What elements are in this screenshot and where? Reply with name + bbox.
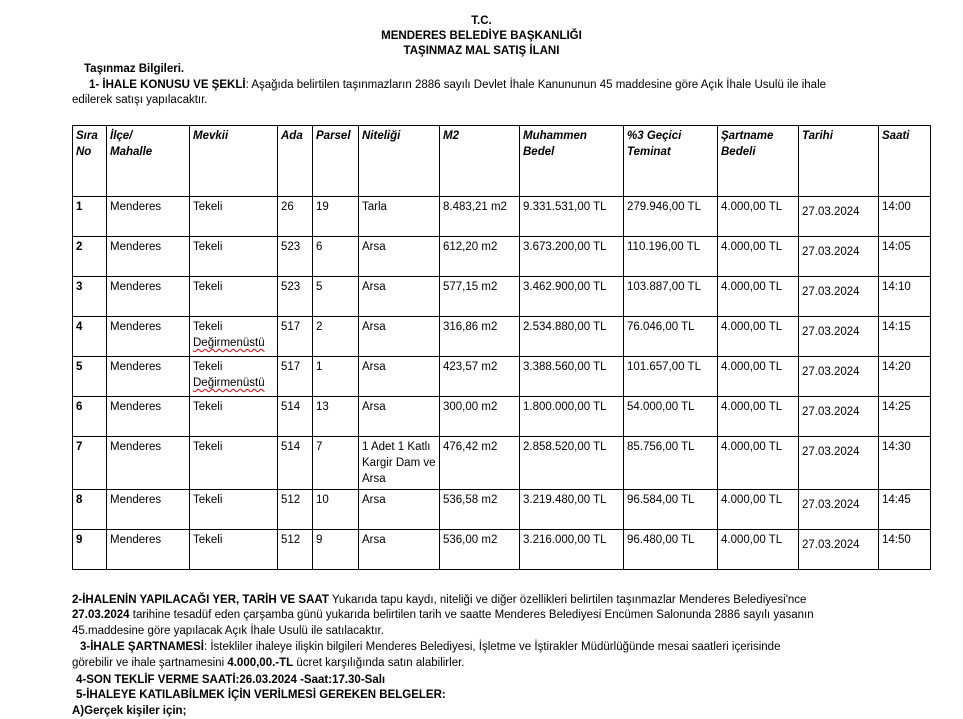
cell-ada: 523 <box>278 237 313 277</box>
cell-mevki: Tekeli <box>190 277 278 317</box>
cell-m2: 8.483,21 m2 <box>440 197 520 237</box>
cell-ilce: Menderes <box>107 317 190 357</box>
property-table <box>72 125 931 570</box>
cell-ada: 517 <box>278 357 313 397</box>
section-5a-title: A)Gerçek kişiler için; <box>72 705 187 717</box>
cell-sartname: 4.000,00 TL <box>718 490 799 530</box>
section-3-amount: 4.000,00.-TL <box>227 657 294 669</box>
section-3-label: 3-İHALE ŞARTNAMESİ <box>80 641 204 653</box>
cell-saat: 14:50 <box>879 530 931 570</box>
cell-saat: 14:00 <box>879 197 931 237</box>
cell-nitelik: Arsa <box>359 357 440 397</box>
col-header-saat: Saati <box>879 126 931 197</box>
cell-nitelik: 1 Adet 1 Katlı Kargir Dam ve Arsa <box>359 437 440 490</box>
cell-parsel: 13 <box>313 397 359 437</box>
cell-sartname: 4.000,00 TL <box>718 437 799 490</box>
cell-mevki: Tekeli <box>190 437 278 490</box>
cell-sartname: 4.000,00 TL <box>718 317 799 357</box>
cell-ilce: Menderes <box>107 277 190 317</box>
cell-no: 3 <box>73 277 107 317</box>
cell-teminat: 96.584,00 TL <box>624 490 718 530</box>
cell-parsel: 19 <box>313 197 359 237</box>
cell-saat: 14:15 <box>879 317 931 357</box>
cell-m2: 536,00 m2 <box>440 530 520 570</box>
cell-bedel: 1.800.000,00 TL <box>520 397 624 437</box>
table-row <box>73 317 931 357</box>
cell-saat: 14:45 <box>879 490 931 530</box>
cell-nitelik: Arsa <box>359 490 440 530</box>
table-row <box>73 237 931 277</box>
cell-saat: 14:20 <box>879 357 931 397</box>
cell-parsel: 7 <box>313 437 359 490</box>
section-2-line-3: 45.maddesine göre yapılacak Açık İhale Usulü ile satılacaktır. <box>72 625 384 637</box>
cell-sartname: 4.000,00 TL <box>718 237 799 277</box>
cell-ilce: Menderes <box>107 397 190 437</box>
cell-no: 1 <box>73 197 107 237</box>
cell-saat: 14:05 <box>879 237 931 277</box>
cell-m2: 476,42 m2 <box>440 437 520 490</box>
cell-sartname: 4.000,00 TL <box>718 277 799 317</box>
col-header-m2: M2 <box>440 126 520 197</box>
cell-no: 2 <box>73 237 107 277</box>
cell-m2: 577,15 m2 <box>440 277 520 317</box>
cell-parsel: 2 <box>313 317 359 357</box>
section-1-text: : Aşağıda belirtilen taşınmazların 2886 sayılı Devlet İhale Kanununun 45 maddesine göre Açık İhale Usulü ile ihale <box>245 79 827 91</box>
table-row <box>73 530 931 570</box>
section-4-deadline: 4-SON TEKLİF VERME SAATİ:26.03.2024 -Saat:17.30-Salı <box>76 674 386 686</box>
cell-sartname: 4.000,00 TL <box>718 397 799 437</box>
cell-ada: 523 <box>278 277 313 317</box>
header-municipality: MENDERES BELEDİYE BAŞKANLIĞI <box>381 30 582 42</box>
cell-bedel: 3.388.560,00 TL <box>520 357 624 397</box>
section-3-text: : İstekliler ihaleye ilişkin bilgileri Menderes Belediyesi, İşletme ve İştirakler Müdürlüğünde mesai saatleri içerisinde <box>203 641 781 653</box>
cell-m2: 612,20 m2 <box>440 237 520 277</box>
cell-bedel: 2.858.520,00 TL <box>520 437 624 490</box>
cell-ada: 512 <box>278 490 313 530</box>
cell-m2: 300,00 m2 <box>440 397 520 437</box>
section-2-text-2: tarihine tesadüf eden çarşamba günü yukarıda belirtilen tarih ve saatte Menderes Belediyesi Encümen Salonunda 2886 sayılı yasanın <box>129 609 814 621</box>
cell-mevki: Tekeli <box>190 197 278 237</box>
cell-ilce: Menderes <box>107 197 190 237</box>
cell-sartname: 4.000,00 TL <box>718 357 799 397</box>
table-row <box>73 197 931 237</box>
cell-no: 6 <box>73 397 107 437</box>
section-2-label: 2-İHALENİN YAPILACAĞI YER, TARİH VE SAAT <box>72 594 329 606</box>
cell-teminat: 103.887,00 TL <box>624 277 718 317</box>
cell-teminat: 279.946,00 TL <box>624 197 718 237</box>
col-header-sartname: Şartname Bedeli <box>718 126 799 197</box>
section-1-label: 1- İHALE KONUSU VE ŞEKLİ <box>89 79 246 91</box>
cell-parsel: 9 <box>313 530 359 570</box>
cell-nitelik: Arsa <box>359 317 440 357</box>
cell-m2: 316,86 m2 <box>440 317 520 357</box>
section-5-title: 5-İHALEYE KATILABİLMEK İÇİN VERİLMESİ GEREKEN BELGELER: <box>76 689 446 701</box>
cell-ada: 26 <box>278 197 313 237</box>
col-header-muhammen: Muhammen Bedel <box>520 126 624 197</box>
cell-mevki: Tekeli <box>190 490 278 530</box>
section-1-line-1 <box>89 78 826 93</box>
cell-ilce: Menderes <box>107 490 190 530</box>
section-2-line-1 <box>72 593 806 608</box>
cell-teminat: 110.196,00 TL <box>624 237 718 277</box>
cell-mevki: Tekeli <box>190 237 278 277</box>
cell-saat: 14:25 <box>879 397 931 437</box>
table-row <box>73 397 931 437</box>
cell-tarih: 27.03.2024 <box>799 357 879 397</box>
cell-ada: 514 <box>278 397 313 437</box>
cell-tarih: 27.03.2024 <box>799 197 879 237</box>
cell-tarih: 27.03.2024 <box>799 490 879 530</box>
cell-parsel: 1 <box>313 357 359 397</box>
cell-mevki: Tekeli Değirmenüstü <box>190 317 278 357</box>
cell-bedel: 3.216.000,00 TL <box>520 530 624 570</box>
section-2-text: Yukarıda tapu kaydı, niteliği ve diğer özellikleri belirtilen taşınmazlar Menderes Belediyesi'nce <box>328 594 807 606</box>
cell-no: 5 <box>73 357 107 397</box>
cell-no: 4 <box>73 317 107 357</box>
section-title-property-info: Taşınmaz Bilgileri. <box>84 63 185 75</box>
cell-bedel: 3.219.480,00 TL <box>520 490 624 530</box>
section-1-line-2: edilerek satışı yapılacaktır. <box>72 94 208 106</box>
cell-nitelik: Arsa <box>359 237 440 277</box>
cell-nitelik: Arsa <box>359 277 440 317</box>
cell-teminat: 101.657,00 TL <box>624 357 718 397</box>
cell-tarih: 27.03.2024 <box>799 437 879 490</box>
cell-tarih: 27.03.2024 <box>799 530 879 570</box>
cell-sartname: 4.000,00 TL <box>718 197 799 237</box>
header-announcement-title: TAŞINMAZ MAL SATIŞ İLANI <box>403 45 560 57</box>
cell-ada: 512 <box>278 530 313 570</box>
col-header-niteligi: Niteliği <box>359 126 440 197</box>
cell-parsel: 10 <box>313 490 359 530</box>
cell-no: 8 <box>73 490 107 530</box>
cell-teminat: 76.046,00 TL <box>624 317 718 357</box>
col-header-sira: Sıra No <box>73 126 107 197</box>
section-3-line-1 <box>80 640 780 655</box>
cell-parsel: 5 <box>313 277 359 317</box>
table-row <box>73 357 931 397</box>
cell-nitelik: Arsa <box>359 530 440 570</box>
cell-saat: 14:10 <box>879 277 931 317</box>
cell-ada: 517 <box>278 317 313 357</box>
section-2-line-2 <box>72 608 814 623</box>
cell-ilce: Menderes <box>107 357 190 397</box>
col-header-ilce: İlçe/ Mahalle <box>107 126 190 197</box>
cell-tarih: 27.03.2024 <box>799 237 879 277</box>
cell-tarih: 27.03.2024 <box>799 277 879 317</box>
header-tc: T.C. <box>471 15 492 27</box>
cell-ilce: Menderes <box>107 437 190 490</box>
col-header-teminat: %3 Geçici Teminat <box>624 126 718 197</box>
cell-sartname: 4.000,00 TL <box>718 530 799 570</box>
cell-teminat: 54.000,00 TL <box>624 397 718 437</box>
table-header-row <box>73 126 931 197</box>
cell-bedel: 3.673.200,00 TL <box>520 237 624 277</box>
cell-bedel: 3.462.900,00 TL <box>520 277 624 317</box>
section-3-line-2: görebilir ve ihale şartnamesini 4.000,00.-TL ücret karşılığında satın alabilirler. <box>72 657 465 669</box>
cell-m2: 423,57 m2 <box>440 357 520 397</box>
cell-no: 9 <box>73 530 107 570</box>
cell-bedel: 9.331.531,00 TL <box>520 197 624 237</box>
cell-nitelik: Arsa <box>359 397 440 437</box>
table-row <box>73 277 931 317</box>
cell-teminat: 96.480,00 TL <box>624 530 718 570</box>
table-row <box>73 490 931 530</box>
cell-saat: 14:30 <box>879 437 931 490</box>
cell-ilce: Menderes <box>107 237 190 277</box>
cell-ilce: Menderes <box>107 530 190 570</box>
col-header-mevki: Mevkii <box>190 126 278 197</box>
cell-ada: 514 <box>278 437 313 490</box>
col-header-ada: Ada <box>278 126 313 197</box>
document-header <box>0 14 963 59</box>
cell-tarih: 27.03.2024 <box>799 397 879 437</box>
col-header-tarih: Tarihi <box>799 126 879 197</box>
cell-mevki: Tekeli <box>190 397 278 437</box>
col-header-parsel: Parsel <box>313 126 359 197</box>
cell-m2: 536,58 m2 <box>440 490 520 530</box>
cell-mevki: Tekeli Değirmenüstü <box>190 357 278 397</box>
cell-mevki: Tekeli <box>190 530 278 570</box>
table-row <box>73 437 931 490</box>
section-2-date: 27.03.2024 <box>72 609 130 621</box>
cell-teminat: 85.756,00 TL <box>624 437 718 490</box>
cell-nitelik: Tarla <box>359 197 440 237</box>
cell-tarih: 27.03.2024 <box>799 317 879 357</box>
cell-no: 7 <box>73 437 107 490</box>
cell-parsel: 6 <box>313 237 359 277</box>
cell-bedel: 2.534.880,00 TL <box>520 317 624 357</box>
